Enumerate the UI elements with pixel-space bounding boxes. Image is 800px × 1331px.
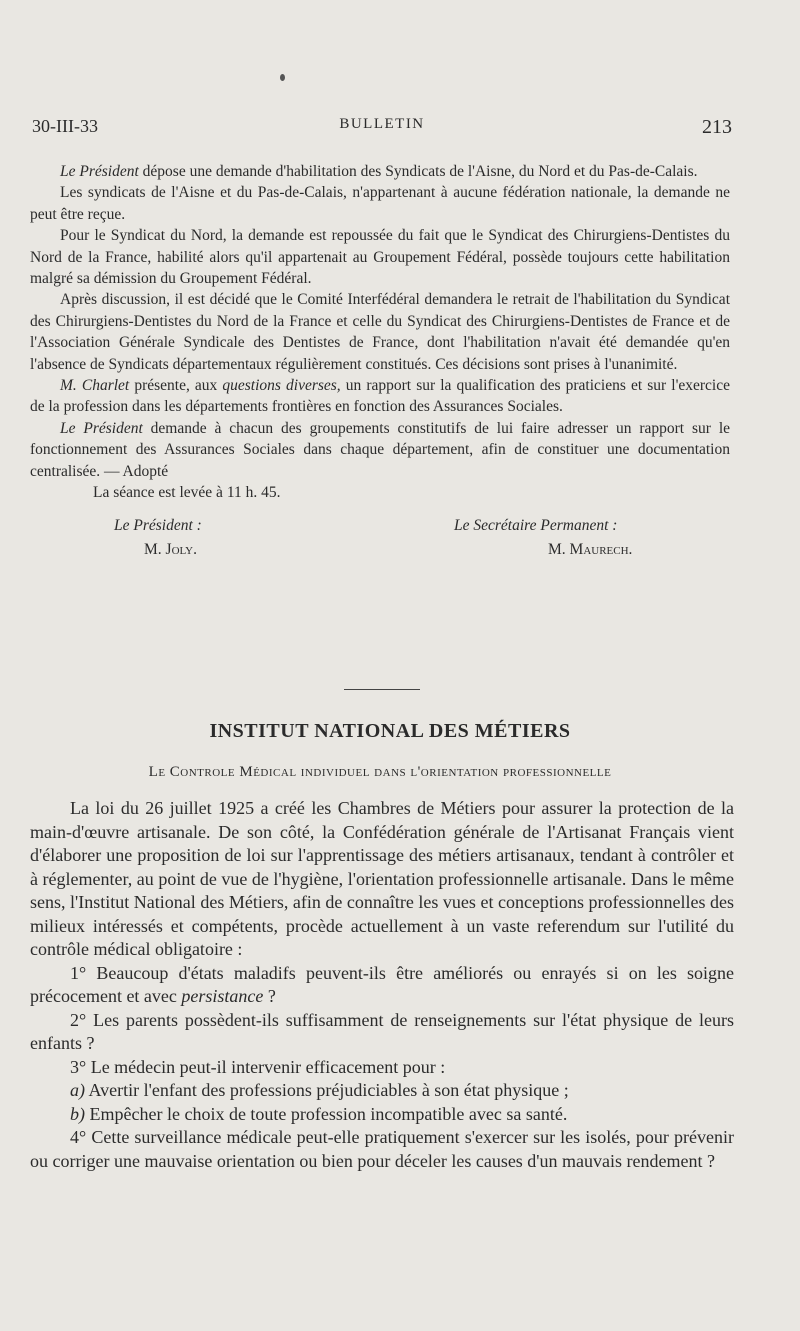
header-date: 30-III-33	[32, 116, 98, 136]
running-header	[32, 116, 732, 140]
question-3a: a) Avertir l'enfant des professions préjudiciables à son état physique ;	[70, 1080, 569, 1100]
session-closing: La séance est levée à 11 h. 45.	[93, 484, 281, 502]
question-3b: b) Empêcher le choix de toute profession incompatible avec sa santé.	[70, 1103, 568, 1124]
signature-president: Le Président : M. Joly.	[114, 516, 202, 558]
intro-paragraph: La loi du 26 juillet 1925 a créé les Chambres de Métiers pour assurer la protection de la main-d'œuvre artisanale. De son côté, la Confédération générale de l'Artisanat Français vient d'élaborer une proposition de loi sur l'apprentissage des métiers artisanaux, tendant à contrôler et à réglementer, au point de vue de l'hygiène, l'orientation professionnelle artisanale. Dans le même sens, l'Institut National des Métiers, afin de connaître les vues et conceptions professionnelles des milieux intéressés et compétents, procède actuellement à un vaste referendum sur l'utilité du contrôle médical obligatoire :	[30, 798, 734, 959]
ink-smudge	[280, 74, 285, 81]
paragraph: Pour le Syndicat du Nord, la demande est repoussée du fait que le Syndicat des Chirurgiens-Dentistes du Nord de la France, habilité alors qu'il appartenait au Groupement Fédéral, possède toujours cette habilitation malgré sa démission du Groupement Fédéral.	[30, 227, 730, 288]
paragraph: Après discussion, il est décidé que le Comité Interfédéral demandera le retrait de l'habilitation du Syndicat des Chirurgiens-Dentistes du Nord de la France et celle du Syndicat des Chirurgiens-Dentistes de France et de l'Association Générale Syndicale des Dentistes de France, dont l'habilitation n'avait été demandée qu'en l'absence de Syndicats départementaux régulièrement constitués. Ces décisions sont prises à l'unanimité.	[30, 291, 730, 373]
signature-secretary: Le Secrétaire Permanent : M. Maurech.	[454, 516, 633, 558]
section-divider	[344, 689, 420, 690]
question-3: 3° Le médecin peut-il intervenir efficacement pour :	[70, 1056, 446, 1077]
paragraph: Le Président dépose une demande d'habilitation des Syndicats de l'Aisne, du Nord et du Pas-de-Calais.	[60, 163, 698, 180]
article-body	[30, 797, 734, 1173]
question-2: 2° Les parents possèdent-ils suffisamment de renseignements sur l'état physique de leurs enfants ?	[30, 1009, 734, 1053]
paragraph: Le Président demande à chacun des groupements constitutifs de lui faire adresser un rapport sur le fonctionnement des Assurances Sociales dans chaque département, afin de constituer une documentation centralisée. — Adopté	[30, 419, 731, 480]
paragraph: M. Charlet présente, aux questions diverses, un rapport sur la qualification des praticiens et sur l'exercice de la profession dans les départements frontières en fonction des Assurances Sociales.	[30, 377, 730, 416]
question-4: 4° Cette surveillance médicale peut-elle pratiquement s'exercer sur les isolés, pour prévenir ou corriger une mauvaise orientation ou bien pour déceler les causes d'un mauvais rendement ?	[30, 1127, 734, 1171]
section-title: INSTITUT NATIONAL DES MÉTIERS	[209, 720, 571, 742]
president-label: Le Président	[60, 419, 143, 437]
question-1: 1° Beaucoup d'états maladifs peuvent-ils être améliorés ou enrayés si on les soigne précocement et avec persistance ?	[30, 962, 734, 1006]
president-label: Le Président	[60, 163, 139, 180]
section-subtitle: Le Controle Médical individuel dans l'orientation professionnelle	[148, 764, 612, 780]
meeting-minutes	[30, 161, 730, 564]
speaker-name: M. Charlet	[60, 377, 130, 395]
signatures	[30, 514, 730, 564]
page-number: 213	[702, 116, 732, 138]
paragraph: Les syndicats de l'Aisne et du Pas-de-Calais, n'appartenant à aucune fédération nationale, la demande ne peut être reçue.	[30, 184, 730, 223]
header-title: BULLETIN	[339, 116, 425, 132]
